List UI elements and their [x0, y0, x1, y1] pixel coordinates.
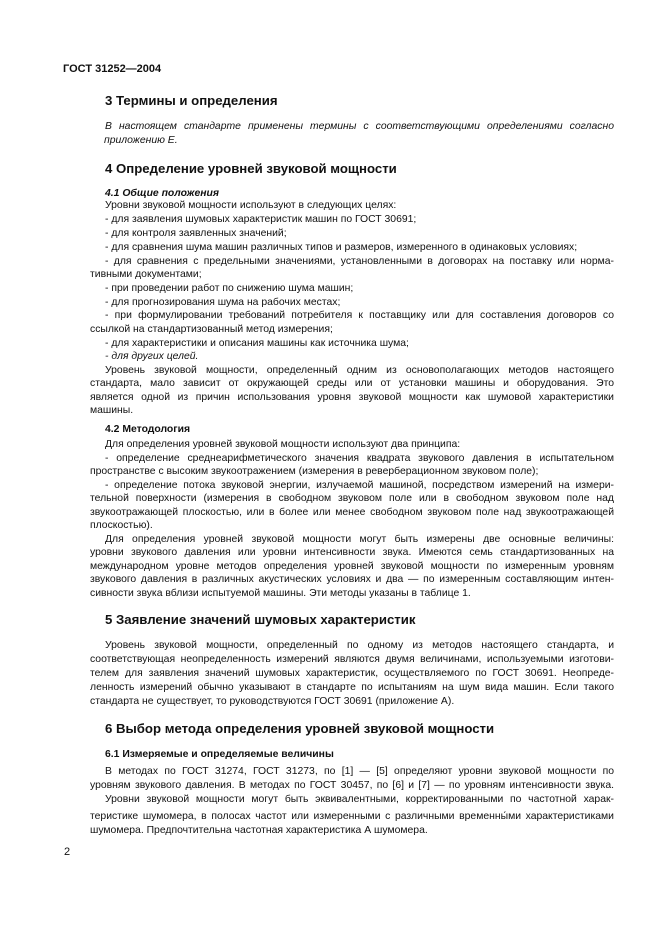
s5-line-3: ленность измерений обычно указывают в стандарте по испытаниям на шум вида машин. Если такого: [90, 682, 614, 693]
section-5-title: 5 Заявление значений шумовых характеристик: [105, 612, 416, 627]
s4-line-9: ссылкой на стандартизованный метод измерения;: [90, 324, 333, 335]
s4-line-0: Уровни звуковой мощности используют в следующих целях:: [105, 200, 397, 211]
section-3-text-line-2: приложению Е.: [104, 135, 178, 146]
s4-line-8: - при формулировании требований потребителя к поставщику или для составления договоров со: [105, 310, 614, 321]
s4-line-14: является одной из причин использования уровня звуковой мощности как шумовой характеристики: [90, 392, 614, 403]
s4-line-3: - для сравнения шума машин различных типов и размеров, измеренного в одинаковых условиях;: [105, 242, 578, 253]
document-code-header: ГОСТ 31252—2004: [63, 63, 162, 75]
section-3-text-line-1: В настоящем стандарте применены термины с соответствующими определениями согласно: [105, 121, 614, 132]
s4-line-2: - для контроля заявленных значений;: [105, 228, 287, 239]
s4b-line-8: уровни звукового давления или уровни интенсивности звука. Имеются семь стандартизованных на: [90, 547, 614, 558]
s5-line-2: телем для заявления значений шумовых характеристик, осуществляемого по ГОСТ 30691. Неопреде-: [90, 668, 614, 679]
section-4-title: 4 Определение уровней звуковой мощности: [105, 161, 397, 176]
s4-line-10: - для характеристики и описания машины как источника шума;: [105, 338, 409, 349]
s4b-line-11: сивности звука вблизи испытуемой машины. Эти методы указаны в таблице 1.: [90, 588, 471, 599]
s4b-line-1: - определение среднеарифметического значения квадрата звукового давления в испытательном: [105, 453, 614, 464]
s4-line-1: - для заявления шумовых характеристик машин по ГОСТ 30691;: [105, 214, 417, 225]
s4-line-4: - для сравнения с предельными значениями, установленными в договорах на поставку или норма-: [105, 256, 614, 267]
s4b-line-6: плоскостью).: [90, 520, 153, 531]
s6-line-0: В методах по ГОСТ 31274, ГОСТ 31273, по [1] — [5] определяют уровни звуковой мощности по: [105, 766, 614, 777]
s4-line-11: - для других целей.: [105, 351, 199, 362]
s4-line-7: - для прогнозирования шума на рабочих местах;: [105, 297, 341, 308]
s4b-line-0: Для определения уровней звуковой мощности используют два принципа:: [105, 439, 461, 450]
s4-line-13: стандарта, мало зависит от окружающей среды или от установки машины и оборудования. Это: [90, 378, 614, 389]
s4b-line-5: звукоотражающей плоскостью, или в более или менее свободном звуковом поле над звукоотражающей: [90, 507, 614, 518]
s4-line-12: Уровень звуковой мощности, определенный одним из основополагающих методов настоящего: [105, 365, 614, 376]
s6-line-1: уровням звукового давления. В методах по ГОСТ 30457, по [6] и [7] — по уровням интенсивности звука.: [90, 780, 614, 791]
section-3-title: 3 Термины и определения: [105, 93, 278, 108]
s5-line-4: стандарта не существует, то руководствуются ГОСТ 30691 (приложение А).: [90, 696, 455, 707]
s4-line-5: тивными документами;: [90, 269, 202, 280]
s6-line-4: шумомера. Предпочтительна частотная характеристика А шумомера.: [90, 825, 428, 836]
s4b-line-2: пространстве с высоким звукоотражением (измерения в реверберационном звуковом поле);: [90, 466, 539, 477]
section-6-title: 6 Выбор метода определения уровней звуковой мощности: [105, 721, 495, 736]
s4b-line-4: тельной поверхности (измерения в свободном звуковом поле или в свободном звуковом поле над: [90, 493, 614, 504]
subsection-4-2-title: 4.2 Методология: [105, 424, 191, 435]
s4-line-6: - при проведении работ по снижению шума машин;: [105, 283, 354, 294]
s5-line-1: соответствующая неопределенность измерений являются двумя величинами, используемыми изготови-: [90, 654, 614, 665]
s4b-line-10: звукового давления в различных акустических условиях и два — по измеренным составляющим интен-: [90, 574, 614, 585]
s4b-line-9: международном уровне методов определения уровней звуковой мощности по измеренным уровням: [90, 561, 614, 572]
page-number: 2: [64, 846, 71, 858]
s5-line-0: Уровень звуковой мощности, определенный по одному из методов настоящего стандарта, и: [105, 640, 614, 651]
subsection-6-1-title: 6.1 Измеряемые и определяемые величины: [105, 749, 334, 760]
s6-line-2: Уровни звуковой мощности могут быть эквивалентными, корректированными по частотной харак-: [105, 794, 614, 805]
s6-line-3: теристике шумомера, в полосах частот или измеренными с различными временны́ми характеристиками: [90, 811, 614, 822]
s4b-line-7: Для определения уровней звуковой мощности могут быть измерены две основные величины:: [105, 534, 614, 545]
s4-line-15: машины.: [90, 405, 134, 416]
subsection-4-1-title: 4.1 Общие положения: [105, 188, 219, 199]
s4b-line-3: - определение потока звуковой энергии, излучаемой машиной, посредством измерений на измери-: [105, 480, 614, 491]
